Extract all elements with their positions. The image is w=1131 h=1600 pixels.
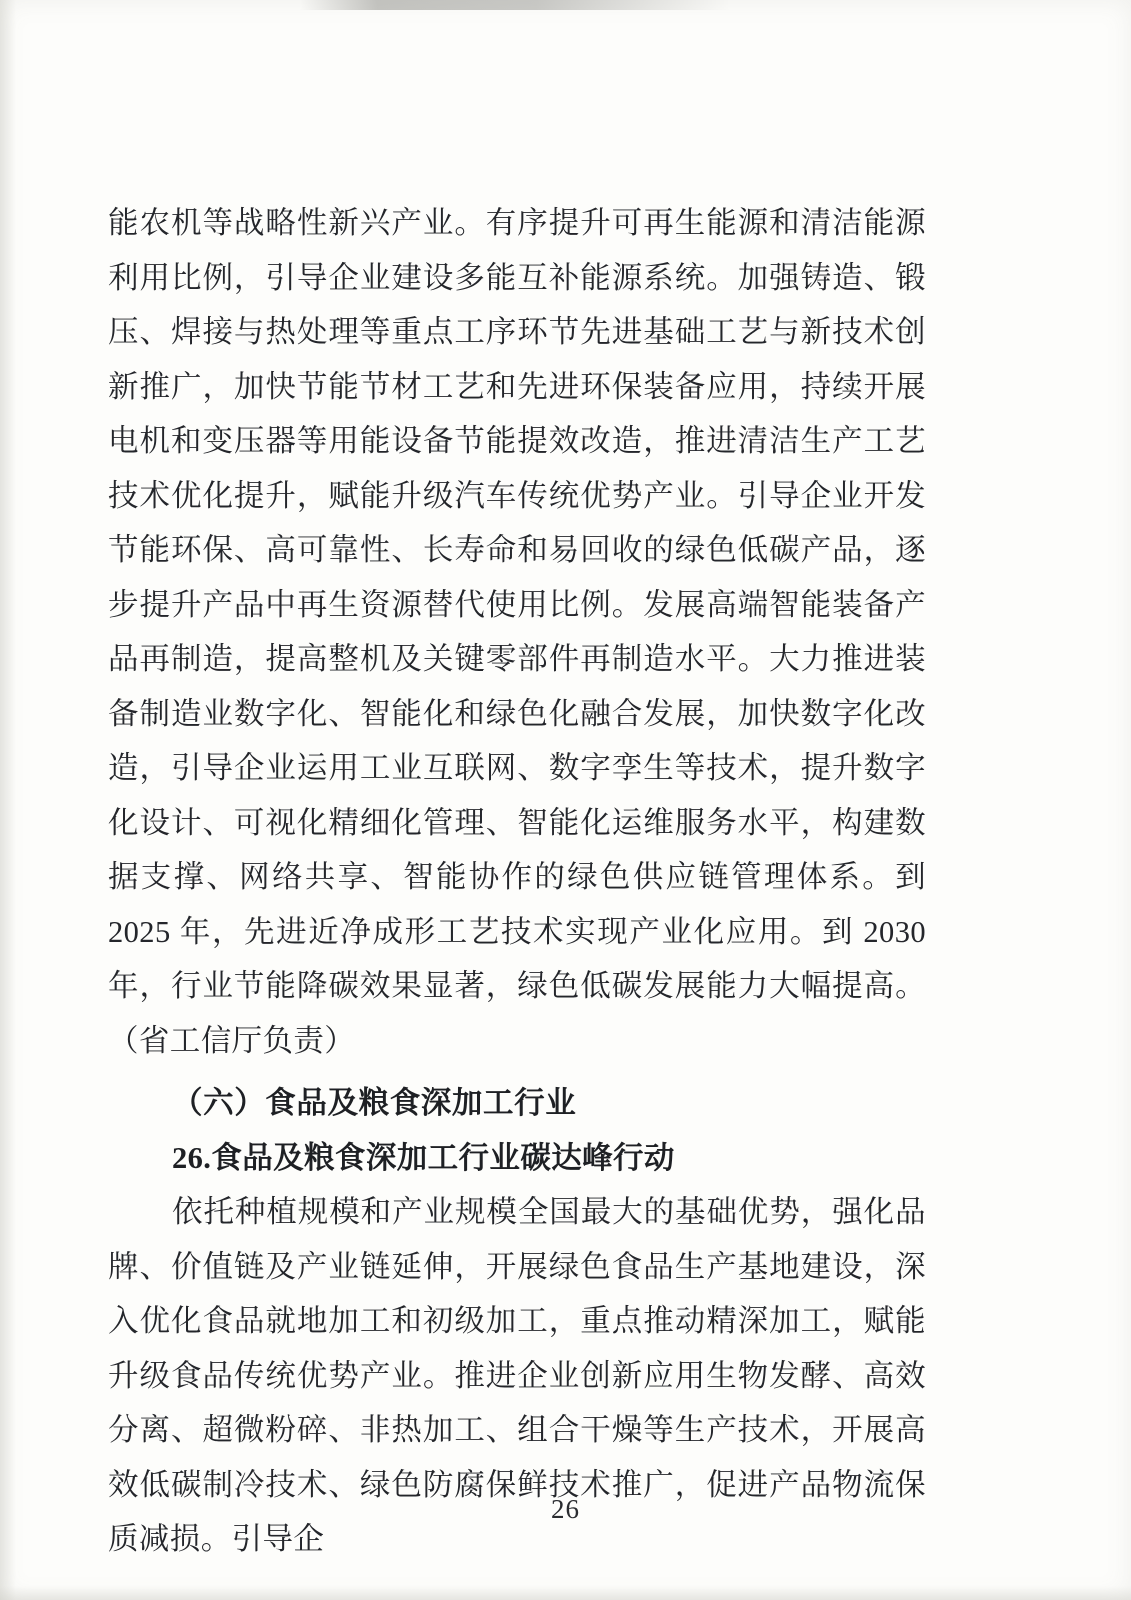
page-number: 26 [551,1494,580,1524]
page-text-body [108,196,935,1567]
page-top-scan-artifact [300,0,730,10]
subsection-heading: 26.食品及粮食深加工行业碳达峰行动 [172,1140,675,1175]
body-paragraph: 能农机等战略性新兴产业。有序提升可再生能源和清洁能源利用比例，引导企业建设多能互补能源系统。加强铸造、锻压、焊接与热处理等重点工序环节先进基础工艺与新技术创新推广，加快节能节材工艺和先进环保装备应用，持续开展电机和变压器等用能设备节能提效改造，推进清洁生产工艺技术优化提升，赋能升级汽车传统优势产业。引导企业开发节能环保、高可靠性、长寿命和易回收的绿色低碳产品，逐步提升产品中再生资源替代使用比例。发展高端智能装备产品再制造，提高整机及关键零部件再制造水平。大力推进装备制造业数字化、智能化和绿色化融合发展，加快数字化改造，引导企业运用工业互联网、数字孪生等技术，提升数字化设计、可视化精细化管理、智能化运维服务水平，构建数据支撑、网络共享、智能协作的绿色供应链管理体系。到 2025 年，先进近净成形工艺技术实现产业化应用。到 2030 年，行业节能降碳效果显著，绿色低碳发展能力大幅提高。（省工信厅负责） [108,206,935,1058]
section-heading: （六）食品及粮食深加工行业 [172,1086,577,1120]
spacer [108,1068,926,1076]
page-left-edge-shading [0,0,16,1600]
page-bottom-edge-shading [0,1586,1131,1600]
body-paragraph: 依托种植规模和产业规模全国最大的基础优势，强化品牌、价值链及产业链延伸，开展绿色食品生产基地建设，深入优化食品就地加工和初级加工，重点推动精深加工，赋能升级食品传统优势产业。推进企业创新应用生物发酵、高效分离、超微粉碎、非热加工、组合干燥等生产技术，开展高效低碳制冷技术、绿色防腐保鲜技术推广，促进产品物流保质减损。引导企 [108,1195,926,1556]
